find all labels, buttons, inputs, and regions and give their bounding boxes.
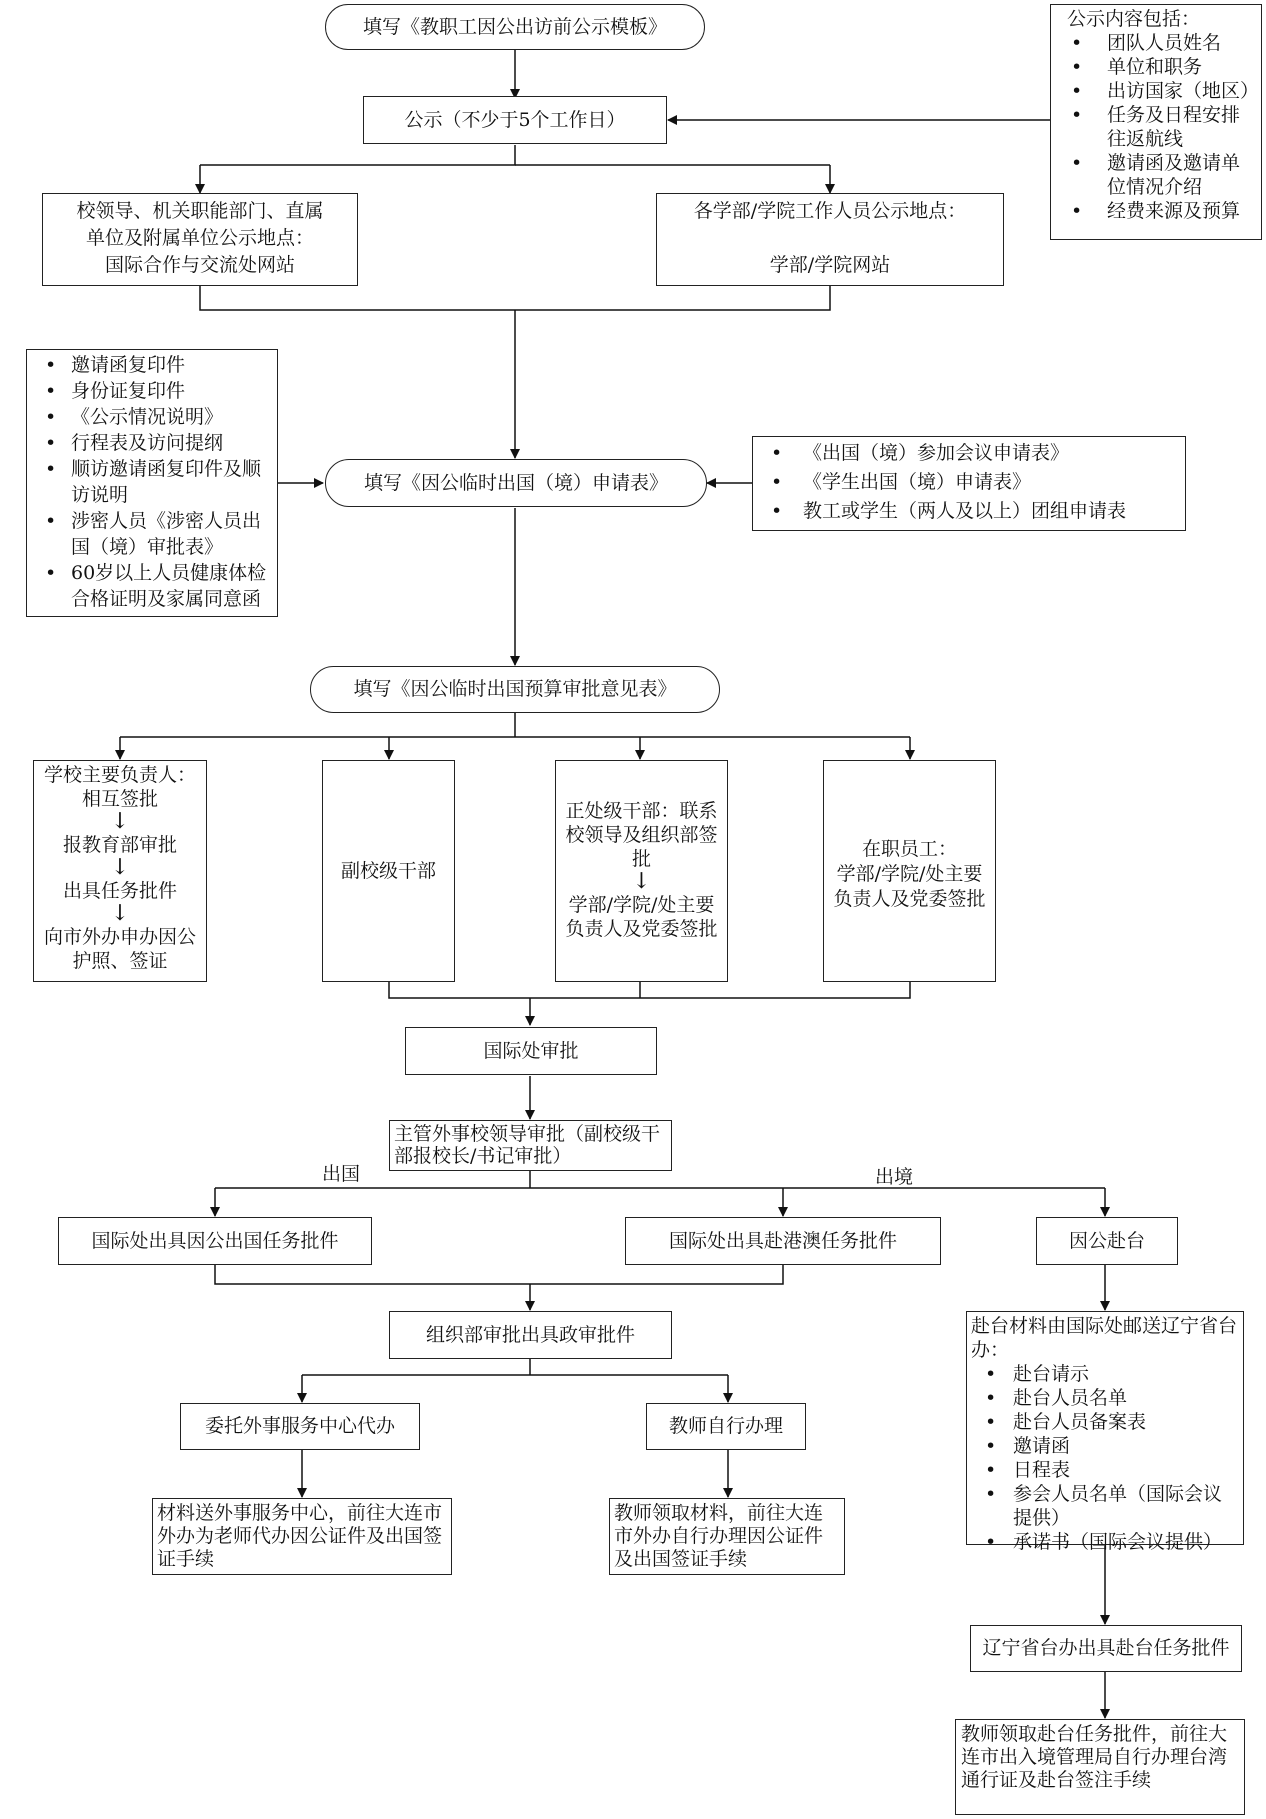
- list-item: • 团队人员姓名: [1057, 31, 1255, 55]
- leaders-step3: 出具任务批件: [62, 880, 177, 902]
- intl-approval-box: [405, 1027, 657, 1075]
- school-publicity-line2: 单位及附属单位公示地点：: [85, 227, 314, 249]
- college-publicity-line1: 各学部/学院工作人员公示地点：: [693, 200, 967, 222]
- publicity-contents-title: 公示内容包括：: [1067, 8, 1201, 30]
- list-item: • 日程表: [971, 1458, 1239, 1482]
- publicity-label: 公示（不少于5个工作日）: [404, 108, 626, 131]
- entrust-detail-text: 材料送外事服务中心，前往大连市外办为老师代办因公证件及出国签证手续: [157, 1502, 443, 1570]
- vice-label: 副校级干部: [340, 859, 436, 882]
- vice-box: [322, 760, 455, 982]
- taiwan-label: 因公赴台: [1068, 1229, 1145, 1252]
- application-label: 填写《因公临时出国（境）申请表》: [363, 471, 668, 494]
- list-item: • 涉密人员《涉密人员出国（境）审批表》: [31, 508, 273, 560]
- list-item: • 60岁以上人员健康体检合格证明及家属同意函: [31, 560, 273, 612]
- list-item: • 行程表及访问提纲: [31, 430, 273, 456]
- school-publicity-line1: 校领导、机关职能部门、直属: [76, 200, 324, 222]
- list-item: • 《公示情况说明》: [31, 404, 273, 430]
- director-next: 学部/学院/处主要负责人及党委签批: [565, 894, 718, 940]
- forms-right-box: [752, 436, 1186, 531]
- taiwan-box: [1036, 1217, 1178, 1265]
- self-handle-box: [646, 1403, 806, 1450]
- taiwan-materials-box: [966, 1311, 1244, 1553]
- list-item: • 《学生出国（境）申请表》: [757, 468, 1181, 497]
- school-publicity-line3: 国际合作与交流处网站: [104, 254, 295, 276]
- director-text: 正处级干部：联系校领导及组织部签批: [565, 800, 718, 870]
- leaders-step2: 报教育部审批: [62, 834, 177, 856]
- self-detail-text: 教师领取材料，前往大连市外办自行办理因公证件及出国签证手续: [614, 1502, 824, 1570]
- leaders-step4: 向市外办申办因公护照、签证: [43, 926, 196, 972]
- intl-approval-label: 国际处审批: [483, 1039, 579, 1062]
- list-item: • 承诺书（国际会议提供）: [971, 1530, 1239, 1554]
- school-publicity-box: [42, 193, 358, 286]
- taiwan-materials-title: 赴台材料由国际处邮送辽宁省台办：: [971, 1315, 1238, 1361]
- final-box: [955, 1719, 1245, 1815]
- start-node-label: 填写《教职工因公出访前公示模板》: [362, 15, 667, 38]
- application-node: [325, 459, 707, 507]
- college-publicity-line2: 学部/学院网站: [769, 254, 891, 276]
- budget-label: 填写《因公临时出国预算审批意见表》: [353, 678, 677, 700]
- materials-left-list: [31, 352, 273, 612]
- list-item: • 赴台人员名单: [971, 1386, 1239, 1410]
- foreign-affairs-leader-box: [389, 1120, 672, 1171]
- leaders-step1-b: 相互签批: [81, 788, 158, 810]
- label-exit: 出境: [875, 1166, 914, 1188]
- abroad-doc-label: 国际处出具因公出国任务批件: [91, 1229, 339, 1252]
- list-item: • 《出国（境）参加会议申请表》: [757, 439, 1181, 468]
- staff-box: [823, 760, 996, 982]
- list-item: • 任务及日程安排往返航线: [1057, 103, 1255, 151]
- arrow-down-icon: ↓: [110, 855, 130, 880]
- forms-right-list: [757, 439, 1181, 526]
- self-detail-box: [609, 1498, 845, 1575]
- list-item: • 出访国家（地区）: [1057, 79, 1255, 103]
- list-item: • 赴台人员备案表: [971, 1410, 1239, 1434]
- list-item: • 邀请函: [971, 1434, 1239, 1458]
- self-handle-label: 教师自行办理: [668, 1415, 783, 1437]
- budget-node: [310, 666, 720, 713]
- director-box: [555, 760, 728, 982]
- arrow-down-icon: ↓: [110, 901, 130, 926]
- list-item: • 经费来源及预算: [1057, 199, 1255, 223]
- liaoning-doc-box: [970, 1625, 1242, 1672]
- staff-line2: 学部/学院/处主要负责人及党委签批: [833, 863, 986, 910]
- arrow-down-icon: ↓: [632, 869, 651, 894]
- taiwan-materials-list: [971, 1362, 1239, 1554]
- label-abroad: 出国: [322, 1163, 361, 1185]
- liaoning-doc-label: 辽宁省台办出具赴台任务批件: [982, 1637, 1230, 1659]
- org-dept-box: [389, 1311, 672, 1359]
- entrust-box: [180, 1403, 420, 1450]
- list-item: • 单位和职务: [1057, 55, 1255, 79]
- leaders-step1-a: 学校主要负责人：: [43, 764, 196, 786]
- list-item: • 教工或学生（两人及以上）团组申请表: [757, 497, 1181, 526]
- list-item: • 参会人员名单（国际会议提供）: [971, 1482, 1239, 1530]
- entrust-detail-box: [152, 1498, 452, 1575]
- publicity-contents-list: [1057, 31, 1260, 223]
- leaders-box: [33, 760, 207, 982]
- org-dept-label: 组织部审批出具政审批件: [425, 1323, 635, 1346]
- list-item: • 邀请函复印件: [31, 352, 273, 378]
- materials-left-box: [26, 349, 278, 617]
- foreign-affairs-leader-label: 主管外事校领导审批（副校级干部报校长/书记审批）: [394, 1123, 661, 1167]
- entrust-label: 委托外事服务中心代办: [204, 1415, 395, 1437]
- publicity-box: [363, 96, 667, 144]
- final-text: 教师领取赴台任务批件，前往大连市出入境管理局自行办理台湾通行证及赴台签注手续: [961, 1723, 1228, 1791]
- start-node: [325, 4, 705, 50]
- hkmacao-doc-label: 国际处出具赴港澳任务批件: [668, 1229, 897, 1252]
- abroad-doc-box: [58, 1217, 372, 1265]
- list-item: • 赴台请示: [971, 1362, 1239, 1386]
- list-item: • 身份证复印件: [31, 378, 273, 404]
- arrow-down-icon: ↓: [110, 809, 130, 834]
- publicity-contents-box: [1050, 4, 1262, 240]
- hkmacao-doc-box: [625, 1217, 941, 1265]
- list-item: • 邀请函及邀请单位情况介绍: [1057, 151, 1255, 199]
- college-publicity-box: [656, 193, 1004, 286]
- list-item: • 顺访邀请函复印件及顺访说明: [31, 456, 273, 508]
- staff-line1: 在职员工：: [861, 838, 957, 860]
